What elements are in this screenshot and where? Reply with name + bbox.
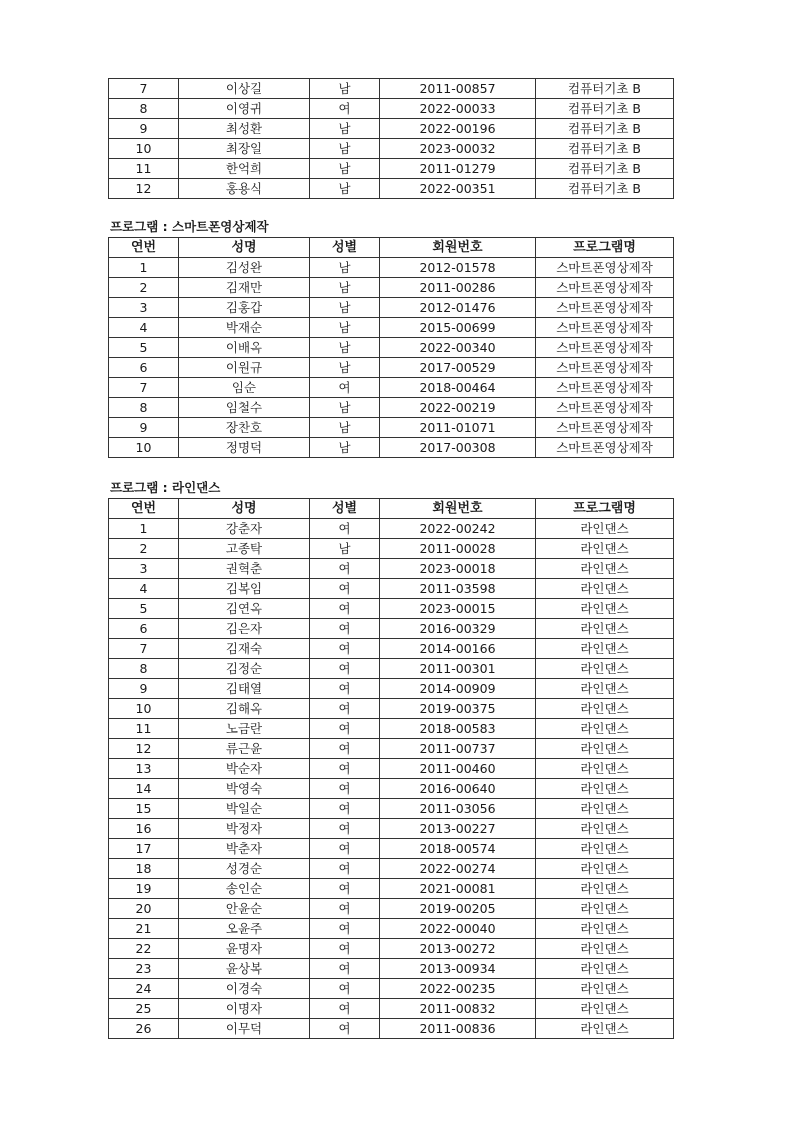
cell-program: 스마트폰영상제작 (536, 378, 674, 398)
cell-number: 10 (109, 139, 179, 159)
header-program: 프로그램명 (536, 238, 674, 258)
cell-number: 12 (109, 739, 179, 759)
cell-member-id: 2018-00574 (380, 839, 536, 859)
table-row (109, 939, 674, 959)
table-row (109, 438, 674, 458)
cell-gender: 남 (310, 298, 380, 318)
cell-program: 라인댄스 (536, 959, 674, 979)
header-program: 프로그램명 (536, 499, 674, 519)
cell-gender: 여 (310, 739, 380, 759)
header-number: 연번 (109, 238, 179, 258)
cell-name: 박재순 (179, 318, 310, 338)
cell-gender: 여 (310, 679, 380, 699)
header-member-id: 회원번호 (380, 238, 536, 258)
cell-program: 라인댄스 (536, 639, 674, 659)
cell-member-id: 2012-01476 (380, 298, 536, 318)
cell-gender: 여 (310, 859, 380, 879)
cell-number: 7 (109, 639, 179, 659)
cell-gender: 남 (310, 159, 380, 179)
cell-name: 김정순 (179, 659, 310, 679)
cell-gender: 남 (310, 418, 380, 438)
cell-number: 17 (109, 839, 179, 859)
cell-program: 컴퓨터기초 B (536, 139, 674, 159)
cell-program: 라인댄스 (536, 599, 674, 619)
cell-program: 라인댄스 (536, 759, 674, 779)
cell-name: 임순 (179, 378, 310, 398)
cell-program: 라인댄스 (536, 1019, 674, 1039)
cell-program: 라인댄스 (536, 879, 674, 899)
table-row (109, 739, 674, 759)
cell-member-id: 2016-00329 (380, 619, 536, 639)
cell-member-id: 2018-00583 (380, 719, 536, 739)
cell-gender: 남 (310, 139, 380, 159)
table-row (109, 258, 674, 278)
member-table-smartphone-video (108, 237, 674, 458)
cell-gender: 여 (310, 939, 380, 959)
cell-program: 스마트폰영상제작 (536, 298, 674, 318)
cell-name: 박영숙 (179, 779, 310, 799)
cell-gender: 여 (310, 619, 380, 639)
cell-name: 윤명자 (179, 939, 310, 959)
cell-number: 26 (109, 1019, 179, 1039)
cell-gender: 여 (310, 919, 380, 939)
cell-program: 스마트폰영상제작 (536, 278, 674, 298)
cell-name: 권혁춘 (179, 559, 310, 579)
header-name: 성명 (179, 499, 310, 519)
table-row (109, 519, 674, 539)
cell-member-id: 2023-00018 (380, 559, 536, 579)
cell-member-id: 2011-03598 (380, 579, 536, 599)
cell-number: 21 (109, 919, 179, 939)
cell-program: 스마트폰영상제작 (536, 438, 674, 458)
cell-program: 스마트폰영상제작 (536, 258, 674, 278)
table-row (109, 298, 674, 318)
cell-name: 임철수 (179, 398, 310, 418)
cell-number: 19 (109, 879, 179, 899)
cell-program: 컴퓨터기초 B (536, 119, 674, 139)
cell-name: 류근윤 (179, 739, 310, 759)
cell-gender: 여 (310, 699, 380, 719)
cell-name: 이명자 (179, 999, 310, 1019)
cell-program: 스마트폰영상제작 (536, 358, 674, 378)
cell-member-id: 2014-00166 (380, 639, 536, 659)
cell-member-id: 2012-01578 (380, 258, 536, 278)
cell-name: 김해옥 (179, 699, 310, 719)
cell-name: 오윤주 (179, 919, 310, 939)
table-row (109, 418, 674, 438)
cell-program: 라인댄스 (536, 919, 674, 939)
cell-number: 12 (109, 179, 179, 199)
cell-program: 라인댄스 (536, 719, 674, 739)
cell-gender: 여 (310, 659, 380, 679)
cell-number: 16 (109, 819, 179, 839)
cell-name: 김은자 (179, 619, 310, 639)
cell-name: 한억희 (179, 159, 310, 179)
cell-program: 라인댄스 (536, 819, 674, 839)
cell-program: 라인댄스 (536, 659, 674, 679)
table-row (109, 899, 674, 919)
table-row (109, 139, 674, 159)
cell-gender: 남 (310, 539, 380, 559)
cell-program: 라인댄스 (536, 859, 674, 879)
cell-number: 2 (109, 539, 179, 559)
cell-number: 24 (109, 979, 179, 999)
cell-gender: 남 (310, 119, 380, 139)
cell-name: 윤상복 (179, 959, 310, 979)
cell-name: 김연옥 (179, 599, 310, 619)
table-row (109, 358, 674, 378)
cell-number: 2 (109, 278, 179, 298)
cell-member-id: 2011-00286 (380, 278, 536, 298)
cell-number: 22 (109, 939, 179, 959)
cell-member-id: 2013-00272 (380, 939, 536, 959)
cell-member-id: 2017-00529 (380, 358, 536, 378)
cell-gender: 여 (310, 999, 380, 1019)
cell-program: 라인댄스 (536, 839, 674, 859)
cell-member-id: 2022-00351 (380, 179, 536, 199)
section-computer-basics-continued (108, 78, 673, 199)
header-gender: 성별 (310, 238, 380, 258)
cell-name: 이상길 (179, 79, 310, 99)
cell-number: 6 (109, 358, 179, 378)
cell-member-id: 2011-00857 (380, 79, 536, 99)
cell-program: 라인댄스 (536, 899, 674, 919)
table-row (109, 819, 674, 839)
table-row (109, 979, 674, 999)
cell-name: 성경순 (179, 859, 310, 879)
cell-gender: 여 (310, 599, 380, 619)
cell-member-id: 2022-00242 (380, 519, 536, 539)
table-row (109, 579, 674, 599)
cell-member-id: 2013-00934 (380, 959, 536, 979)
table-header-row (109, 238, 674, 258)
cell-member-id: 2022-00274 (380, 859, 536, 879)
cell-name: 김재만 (179, 278, 310, 298)
cell-member-id: 2011-01279 (380, 159, 536, 179)
cell-gender: 여 (310, 959, 380, 979)
cell-program: 라인댄스 (536, 999, 674, 1019)
cell-program: 라인댄스 (536, 559, 674, 579)
cell-number: 25 (109, 999, 179, 1019)
cell-number: 14 (109, 779, 179, 799)
header-gender: 성별 (310, 499, 380, 519)
cell-gender: 여 (310, 779, 380, 799)
cell-gender: 남 (310, 358, 380, 378)
cell-name: 강춘자 (179, 519, 310, 539)
cell-program: 라인댄스 (536, 519, 674, 539)
table-row (109, 639, 674, 659)
section-title: 프로그램 : 스마트폰영상제작 (110, 219, 269, 234)
cell-member-id: 2022-00340 (380, 338, 536, 358)
cell-member-id: 2018-00464 (380, 378, 536, 398)
cell-name: 김태열 (179, 679, 310, 699)
cell-gender: 남 (310, 338, 380, 358)
cell-name: 고종탁 (179, 539, 310, 559)
cell-number: 7 (109, 79, 179, 99)
table-row (109, 719, 674, 739)
cell-gender: 남 (310, 179, 380, 199)
cell-member-id: 2017-00308 (380, 438, 536, 458)
table-row (109, 659, 674, 679)
cell-member-id: 2011-03056 (380, 799, 536, 819)
cell-member-id: 2023-00032 (380, 139, 536, 159)
section-title: 프로그램 : 라인댄스 (110, 480, 221, 495)
cell-gender: 남 (310, 438, 380, 458)
section-line-dance (108, 479, 673, 1039)
table-row (109, 999, 674, 1019)
table-row (109, 839, 674, 859)
cell-member-id: 2019-00205 (380, 899, 536, 919)
cell-program: 스마트폰영상제작 (536, 398, 674, 418)
cell-gender: 여 (310, 519, 380, 539)
cell-program: 스마트폰영상제작 (536, 338, 674, 358)
cell-member-id: 2011-01071 (380, 418, 536, 438)
cell-name: 김복임 (179, 579, 310, 599)
cell-gender: 여 (310, 879, 380, 899)
table-row (109, 99, 674, 119)
table-row (109, 378, 674, 398)
cell-gender: 여 (310, 799, 380, 819)
cell-program: 컴퓨터기초 B (536, 99, 674, 119)
table-row (109, 679, 674, 699)
cell-number: 8 (109, 398, 179, 418)
cell-member-id: 2023-00015 (380, 599, 536, 619)
table-row (109, 959, 674, 979)
cell-number: 1 (109, 258, 179, 278)
cell-name: 박일순 (179, 799, 310, 819)
header-member-id: 회원번호 (380, 499, 536, 519)
cell-name: 장찬호 (179, 418, 310, 438)
table-row (109, 919, 674, 939)
cell-member-id: 2021-00081 (380, 879, 536, 899)
cell-name: 정명덕 (179, 438, 310, 458)
cell-number: 11 (109, 159, 179, 179)
table-row (109, 159, 674, 179)
cell-name: 이영귀 (179, 99, 310, 119)
cell-gender: 여 (310, 899, 380, 919)
cell-name: 이원규 (179, 358, 310, 378)
cell-member-id: 2014-00909 (380, 679, 536, 699)
cell-gender: 여 (310, 839, 380, 859)
cell-member-id: 2011-00028 (380, 539, 536, 559)
cell-member-id: 2011-00737 (380, 739, 536, 759)
cell-gender: 여 (310, 1019, 380, 1039)
cell-program: 컴퓨터기초 B (536, 179, 674, 199)
table-header-row (109, 499, 674, 519)
cell-number: 10 (109, 438, 179, 458)
header-number: 연번 (109, 499, 179, 519)
table-row (109, 759, 674, 779)
cell-number: 5 (109, 338, 179, 358)
cell-member-id: 2022-00219 (380, 398, 536, 418)
cell-number: 8 (109, 99, 179, 119)
cell-number: 15 (109, 799, 179, 819)
cell-program: 라인댄스 (536, 799, 674, 819)
cell-program: 라인댄스 (536, 679, 674, 699)
cell-number: 1 (109, 519, 179, 539)
table-row (109, 859, 674, 879)
table-row (109, 879, 674, 899)
cell-number: 11 (109, 719, 179, 739)
table-row (109, 619, 674, 639)
cell-member-id: 2022-00040 (380, 919, 536, 939)
cell-number: 8 (109, 659, 179, 679)
cell-number: 3 (109, 559, 179, 579)
cell-number: 9 (109, 418, 179, 438)
cell-gender: 남 (310, 278, 380, 298)
cell-program: 컴퓨터기초 B (536, 159, 674, 179)
cell-gender: 남 (310, 258, 380, 278)
table-row (109, 79, 674, 99)
table-row (109, 599, 674, 619)
cell-name: 김홍갑 (179, 298, 310, 318)
cell-number: 23 (109, 959, 179, 979)
cell-name: 김성완 (179, 258, 310, 278)
cell-number: 20 (109, 899, 179, 919)
cell-program: 라인댄스 (536, 539, 674, 559)
cell-name: 안윤순 (179, 899, 310, 919)
cell-member-id: 2013-00227 (380, 819, 536, 839)
cell-member-id: 2016-00640 (380, 779, 536, 799)
cell-gender: 남 (310, 318, 380, 338)
cell-gender: 여 (310, 99, 380, 119)
table-row (109, 338, 674, 358)
cell-name: 박춘자 (179, 839, 310, 859)
cell-program: 라인댄스 (536, 979, 674, 999)
cell-member-id: 2011-00460 (380, 759, 536, 779)
cell-number: 3 (109, 298, 179, 318)
cell-number: 4 (109, 579, 179, 599)
table-row (109, 1019, 674, 1039)
cell-program: 라인댄스 (536, 579, 674, 599)
table-row (109, 799, 674, 819)
header-name: 성명 (179, 238, 310, 258)
cell-gender: 여 (310, 719, 380, 739)
cell-number: 5 (109, 599, 179, 619)
table-row (109, 699, 674, 719)
table-row (109, 179, 674, 199)
table-row (109, 539, 674, 559)
member-table-computer-basics (108, 78, 674, 199)
table-row (109, 318, 674, 338)
member-table-line-dance (108, 498, 674, 1039)
cell-program: 라인댄스 (536, 779, 674, 799)
cell-member-id: 2011-00301 (380, 659, 536, 679)
cell-name: 노금란 (179, 719, 310, 739)
cell-gender: 여 (310, 819, 380, 839)
cell-gender: 여 (310, 639, 380, 659)
cell-member-id: 2019-00375 (380, 699, 536, 719)
cell-number: 13 (109, 759, 179, 779)
cell-gender: 여 (310, 759, 380, 779)
cell-gender: 여 (310, 579, 380, 599)
cell-name: 이무덕 (179, 1019, 310, 1039)
cell-name: 김재숙 (179, 639, 310, 659)
cell-name: 이경숙 (179, 979, 310, 999)
cell-member-id: 2022-00033 (380, 99, 536, 119)
cell-number: 6 (109, 619, 179, 639)
cell-program: 스마트폰영상제작 (536, 418, 674, 438)
cell-number: 10 (109, 699, 179, 719)
cell-name: 박순자 (179, 759, 310, 779)
cell-name: 송인순 (179, 879, 310, 899)
table-row (109, 779, 674, 799)
table-row (109, 278, 674, 298)
cell-name: 이배옥 (179, 338, 310, 358)
table-row (109, 559, 674, 579)
cell-gender: 남 (310, 79, 380, 99)
cell-name: 최성환 (179, 119, 310, 139)
cell-member-id: 2015-00699 (380, 318, 536, 338)
table-row (109, 119, 674, 139)
cell-member-id: 2011-00832 (380, 999, 536, 1019)
cell-gender: 여 (310, 559, 380, 579)
cell-gender: 여 (310, 378, 380, 398)
cell-member-id: 2022-00196 (380, 119, 536, 139)
cell-gender: 남 (310, 398, 380, 418)
cell-program: 라인댄스 (536, 739, 674, 759)
cell-gender: 여 (310, 979, 380, 999)
cell-program: 스마트폰영상제작 (536, 318, 674, 338)
cell-number: 9 (109, 119, 179, 139)
cell-name: 박정자 (179, 819, 310, 839)
cell-member-id: 2022-00235 (380, 979, 536, 999)
section-smartphone-video (108, 218, 673, 458)
cell-number: 4 (109, 318, 179, 338)
cell-program: 라인댄스 (536, 939, 674, 959)
cell-name: 홍용식 (179, 179, 310, 199)
cell-program: 라인댄스 (536, 699, 674, 719)
cell-number: 18 (109, 859, 179, 879)
cell-number: 9 (109, 679, 179, 699)
cell-program: 컴퓨터기초 B (536, 79, 674, 99)
cell-program: 라인댄스 (536, 619, 674, 639)
table-row (109, 398, 674, 418)
cell-member-id: 2011-00836 (380, 1019, 536, 1039)
cell-number: 7 (109, 378, 179, 398)
cell-name: 최장일 (179, 139, 310, 159)
